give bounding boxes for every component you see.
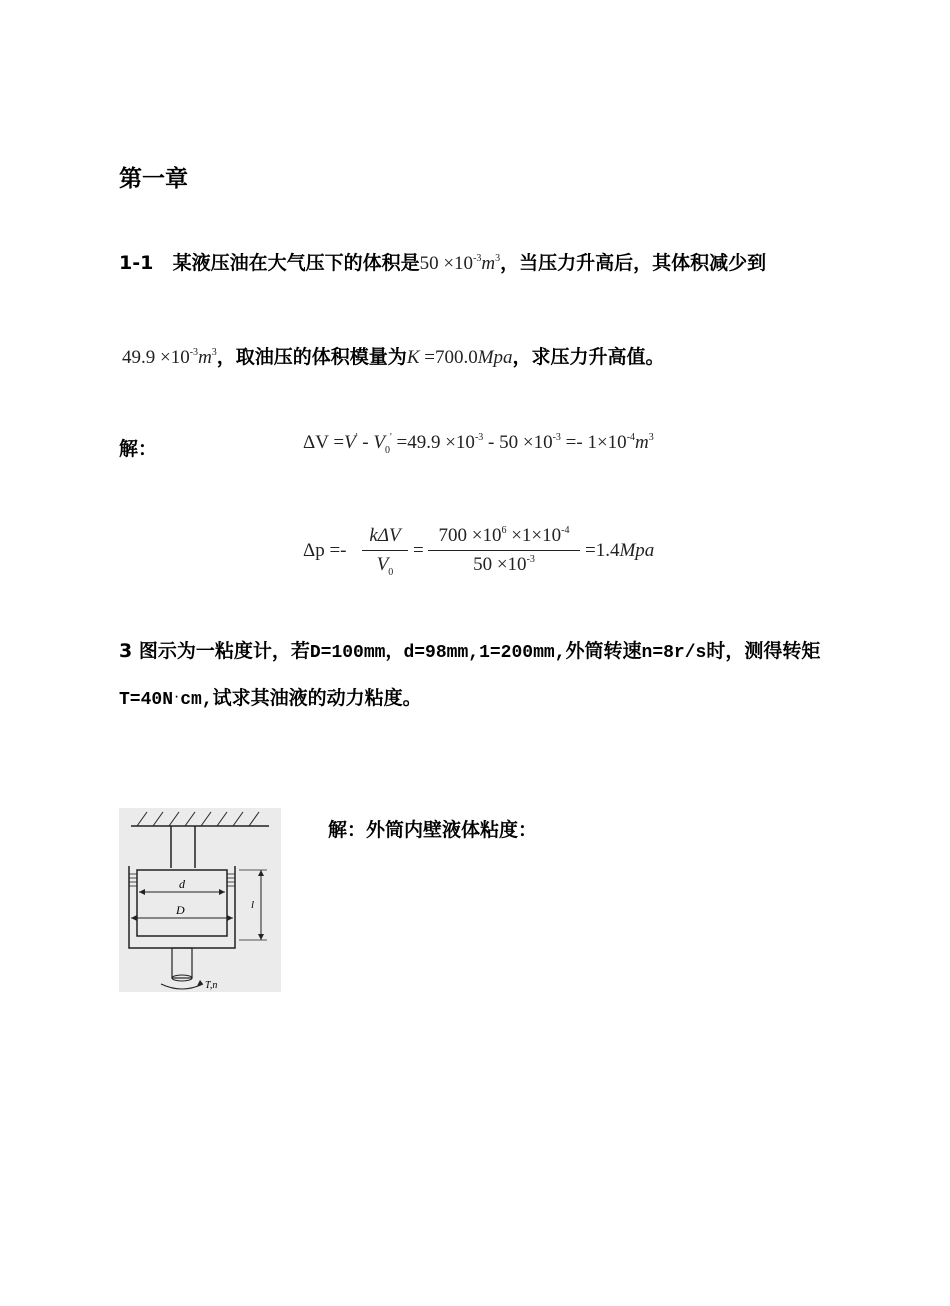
problem-1-text-a: 某液压油在大气压下的体积是 [172, 252, 420, 274]
problem-1-text-c: ，取油压的体积模量为 [216, 346, 407, 368]
problem-3-line-2: T=40N·cm,试求其油液的动力粘度。 [119, 687, 422, 710]
label-D: D [176, 903, 185, 917]
problem-3-line-1: 3 图示为一粘度计，若D=100mm，d=98mm,1=200mm,外筒转速n=8r/s时，测得转矩 [119, 640, 821, 663]
chapter-title: 第一章 [119, 166, 188, 192]
label-d: d [179, 877, 185, 891]
bulk-modulus: K =700.0Mpa [406, 347, 513, 368]
viscometer-diagram [119, 808, 281, 992]
problem-1-line-1 [119, 248, 766, 275]
problem-1-number: 1-1 [119, 252, 154, 274]
label-torque-speed: T,n [205, 980, 218, 991]
label-l: l [251, 899, 255, 911]
problem-1-text-d: ，求压力升高值。 [512, 346, 665, 368]
volume-final: $49.9 \times 10^{-3}m^3$ [122, 347, 217, 368]
problem-1-line-2 [122, 342, 665, 369]
equation-delta-v: $\Delta V =V' - V_0' =49.9 \times 10^{-3} - 50 \times 10^{-3} =- 1\times 10^{-4}m^3$ [303, 432, 654, 456]
problem-1-text-b: ，当压力升高后，其体积减少到 [500, 252, 767, 274]
problem-3-solution: 解：外筒内壁液体粘度： [328, 819, 538, 841]
viscometer-figure [119, 808, 281, 992]
volume-initial: $50 \times 10^{-3}m^3$ [419, 253, 501, 274]
solution-label: 解： [119, 438, 158, 460]
fraction-numeric: $700 \times 10^6 \times 1\times 10^{-4}$ $50 \times 10^{-3}$ [428, 525, 580, 576]
document-page: 第一章 1-1 某液压油在大气压下的体积是$50 \times 10^{-3}m^3$，当压力升高后，其体积减少到 $49.9 \times 10^{-3}m^3$，取油压的体积模量为K =700.0Mpa，求压力升高值。 解： $\Delta V =V' - V_0' =49.9 \times 10^{-3} - 50 \times 10^{-3} =- 1\times 10^{-4}m^3$ Δp =- kΔV $V_0$ = $700 \times 10^6 \times 1\times 10^{-4}$ $50 \times 10^{-3}$ =1.4Mpa 3 图示为一粘度计，若D=100mm，d=98mm,1=200mm,外筒转速n=8r/s时，测得转矩 T=40N·cm,试求其油液的动力粘度。 d D l T,n 解：外筒内壁液体粘度： [0, 0, 950, 1306]
fraction-kdv-over-v0: kΔV $V_0$ [362, 525, 408, 578]
